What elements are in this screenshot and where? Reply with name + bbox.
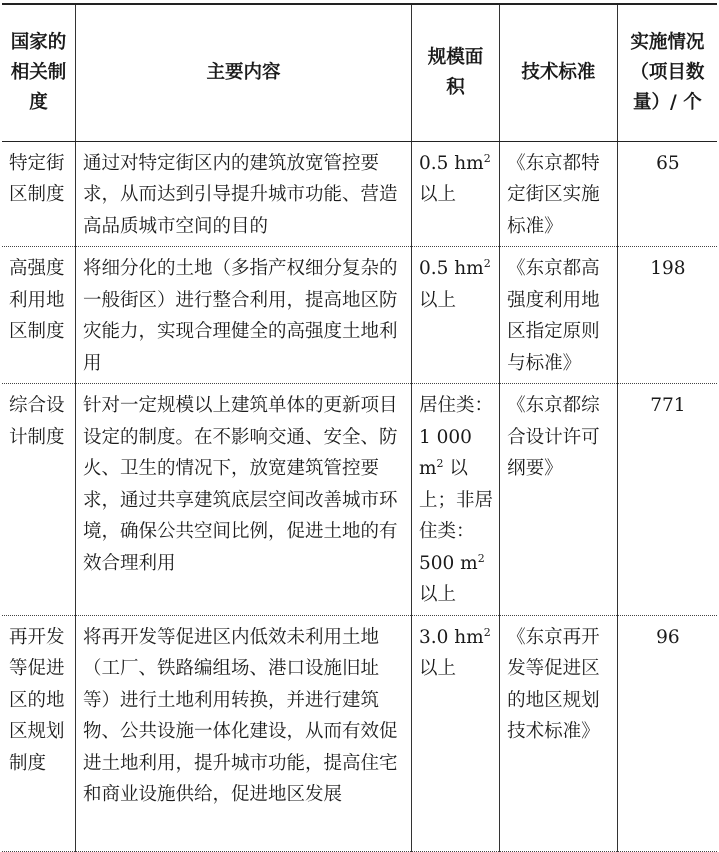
- cell-scale: 0.5 $hm^2$ 以上: [411, 141, 499, 247]
- cell-content: 将再开发等促进区内低效未利用土地（工厂、铁路编组场、港口设施旧址等）进行土地利用转换，并进行建筑物、公共设施一体化建设，从而有效促进土地利用，提升城市功能，提高住宅和商业设施供给，促进地区发展: [75, 615, 411, 851]
- table-row: [2, 384, 717, 616]
- cell-scale: 0.5 $hm^2$ 以上: [411, 247, 499, 384]
- header-content: 主要内容: [75, 4, 411, 141]
- header-standard: 技术标准: [500, 4, 618, 141]
- cell-count: 198: [617, 247, 717, 384]
- header-system: 国家的相关制度: [2, 4, 75, 141]
- cell-system: 综合设计制度: [2, 384, 75, 616]
- cell-count: 65: [617, 141, 717, 247]
- regulation-table: [2, 3, 717, 852]
- cell-count: 96: [617, 615, 717, 851]
- cell-scale: 居住类： 1 000 $m^2$ 以上；非居住类： 500 $m^2$ 以上: [411, 384, 499, 616]
- cell-standard: 《东京再开发等促进区的地区规划技术标准》: [500, 615, 618, 851]
- cell-standard: 《东京都特定街区实施标准》: [500, 141, 618, 247]
- table-row: [2, 615, 717, 851]
- table-header-row: [2, 4, 717, 141]
- cell-standard: 《东京都高强度利用地区指定原则与标准》: [500, 247, 618, 384]
- cell-system: 特定街区制度: [2, 141, 75, 247]
- cell-system: 高强度利用地区制度: [2, 247, 75, 384]
- header-count: 实施情况（项目数量）/ 个: [617, 4, 717, 141]
- cell-scale: 3.0 $hm^2$ 以上: [411, 615, 499, 851]
- table-row: [2, 247, 717, 384]
- cell-system: 再开发等促进区的地区规划制度: [2, 615, 75, 851]
- cell-content: 通过对特定街区内的建筑放宽管控要求，从而达到引导提升城市功能、营造高品质城市空间的目的: [75, 141, 411, 247]
- header-scale: 规模面积: [411, 4, 499, 141]
- cell-content: 针对一定规模以上建筑单体的更新项目设定的制度。在不影响交通、安全、防火、卫生的情况下，放宽建筑管控要求，通过共享建筑底层空间改善城市环境，确保公共空间比例，促进土地的有效合理利用: [75, 384, 411, 616]
- table-row: [2, 141, 717, 247]
- cell-content: 将细分化的土地（多指产权细分复杂的一般街区）进行整合利用，提高地区防灾能力，实现合理健全的高强度土地利用: [75, 247, 411, 384]
- cell-standard: 《东京都综合设计许可纲要》: [500, 384, 618, 616]
- cell-count: 771: [617, 384, 717, 616]
